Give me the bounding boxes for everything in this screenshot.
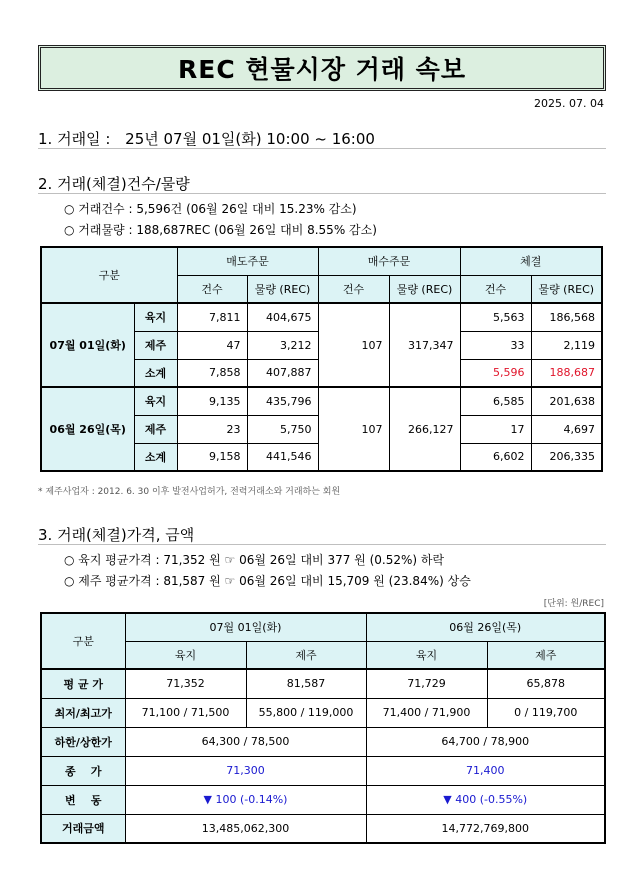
group-date: 07월 01일(화)	[41, 303, 134, 387]
matched-count: 17	[460, 415, 531, 443]
section2-heading: 2. 거래(체결)건수/물량	[38, 175, 190, 193]
row-label-limit: 하한/상한가	[41, 727, 125, 756]
sell-count: 9,158	[177, 443, 247, 471]
trade-amount: 14,772,769,800	[366, 814, 605, 843]
sell-volume: 441,546	[247, 443, 318, 471]
sell-count: 7,858	[177, 359, 247, 387]
table-row	[41, 669, 605, 698]
sell-count: 47	[177, 331, 247, 359]
sell-volume: 435,796	[247, 387, 318, 415]
avg-price: 71,352	[125, 669, 246, 698]
sell-volume: 407,887	[247, 359, 318, 387]
col-header-matched: 체결	[460, 247, 602, 275]
trade-volume-table	[40, 246, 603, 472]
sell-count: 23	[177, 415, 247, 443]
col-header-sell-count: 건수	[177, 275, 247, 303]
divider	[38, 193, 606, 194]
col-header-sell: 매도주문	[177, 247, 318, 275]
avg-price: 71,729	[366, 669, 487, 698]
table-row	[41, 698, 605, 727]
sell-count: 9,135	[177, 387, 247, 415]
minmax-price: 71,400 / 71,900	[366, 698, 487, 727]
table-row	[41, 785, 605, 814]
row-label: 제주	[134, 331, 177, 359]
col-header-jeju: 제주	[246, 641, 366, 669]
col-header-matched-count: 건수	[460, 275, 531, 303]
section1-heading	[38, 128, 375, 149]
row-label: 소계	[134, 359, 177, 387]
price-table	[40, 612, 606, 844]
trade-amount: 13,485,062,300	[125, 814, 366, 843]
matched-count-highlight: 5,596	[460, 359, 531, 387]
matched-volume: 4,697	[531, 415, 602, 443]
limit-price: 64,300 / 78,500	[125, 727, 366, 756]
buy-count: 107	[318, 387, 389, 471]
sell-count: 7,811	[177, 303, 247, 331]
col-header-category: 구분	[41, 613, 125, 669]
section1-value: 25년 07월 01일(화) 10:00 ~ 16:00	[125, 130, 375, 148]
col-header-buy-count: 건수	[318, 275, 389, 303]
minmax-price: 55,800 / 119,000	[246, 698, 366, 727]
table-row	[41, 756, 605, 785]
table-row	[41, 814, 605, 843]
row-label: 제주	[134, 415, 177, 443]
bullet-jeju-avg-price: ○ 제주 평균가격 : 81,587 원 ☞ 06월 26일 대비 15,709 원 (23.84%) 상승	[64, 574, 471, 588]
avg-price: 81,587	[246, 669, 366, 698]
sell-volume: 404,675	[247, 303, 318, 331]
sell-volume: 5,750	[247, 415, 318, 443]
table-row	[41, 387, 602, 415]
table-row	[41, 303, 602, 331]
table-row	[41, 727, 605, 756]
row-label: 소계	[134, 443, 177, 471]
matched-count: 6,602	[460, 443, 531, 471]
row-label-minmax: 최저/최고가	[41, 698, 125, 727]
sell-volume: 3,212	[247, 331, 318, 359]
close-price: 71,400	[366, 756, 605, 785]
row-label-avg: 평 균 가	[41, 669, 125, 698]
report-date: 2025. 07. 04	[534, 97, 604, 110]
col-header-land: 육지	[125, 641, 246, 669]
row-label: 육지	[134, 303, 177, 331]
col-header-category: 구분	[41, 247, 177, 303]
minmax-price: 71,100 / 71,500	[125, 698, 246, 727]
row-label-change: 변 동	[41, 785, 125, 814]
section1-label: 1. 거래일 :	[38, 130, 111, 148]
col-header-land: 육지	[366, 641, 487, 669]
col-header-buy-volume: 물량 (REC)	[389, 275, 460, 303]
close-price: 71,300	[125, 756, 366, 785]
col-header-buy: 매수주문	[318, 247, 460, 275]
col-header-date2: 06월 26일(목)	[366, 613, 605, 641]
row-label: 육지	[134, 387, 177, 415]
buy-volume: 317,347	[389, 303, 460, 387]
minmax-price: 0 / 119,700	[487, 698, 605, 727]
matched-volume: 206,335	[531, 443, 602, 471]
footnote-jeju: * 제주사업자 : 2012. 6. 30 이후 발전사업허가, 전력거래소와 거래하는 회원	[38, 487, 341, 497]
section3-heading: 3. 거래(체결)가격, 금액	[38, 526, 195, 544]
col-header-matched-volume: 물량 (REC)	[531, 275, 602, 303]
buy-volume: 266,127	[389, 387, 460, 471]
limit-price: 64,700 / 78,900	[366, 727, 605, 756]
col-header-sell-volume: 물량 (REC)	[247, 275, 318, 303]
matched-count: 33	[460, 331, 531, 359]
unit-label: [단위: 원/REC]	[543, 599, 604, 609]
matched-volume: 2,119	[531, 331, 602, 359]
matched-volume: 186,568	[531, 303, 602, 331]
report-title: REC 현물시장 거래 속보	[38, 45, 606, 91]
col-header-jeju: 제주	[487, 641, 605, 669]
group-date: 06월 26일(목)	[41, 387, 134, 471]
row-label-amount: 거래금액	[41, 814, 125, 843]
price-change: ▼ 400 (-0.55%)	[366, 785, 605, 814]
row-label-close: 종 가	[41, 756, 125, 785]
avg-price: 65,878	[487, 669, 605, 698]
bullet-trade-volume: ○ 거래물량 : 188,687REC (06월 26일 대비 8.55% 감소)	[64, 223, 377, 237]
matched-volume-highlight: 188,687	[531, 359, 602, 387]
divider	[38, 544, 606, 545]
divider	[38, 148, 606, 149]
matched-volume: 201,638	[531, 387, 602, 415]
matched-count: 5,563	[460, 303, 531, 331]
bullet-land-avg-price: ○ 육지 평균가격 : 71,352 원 ☞ 06월 26일 대비 377 원 (0.52%) 하락	[64, 553, 445, 567]
price-change: ▼ 100 (-0.14%)	[125, 785, 366, 814]
buy-count: 107	[318, 303, 389, 387]
col-header-date1: 07월 01일(화)	[125, 613, 366, 641]
matched-count: 6,585	[460, 387, 531, 415]
bullet-trade-count: ○ 거래건수 : 5,596건 (06월 26일 대비 15.23% 감소)	[64, 202, 357, 216]
